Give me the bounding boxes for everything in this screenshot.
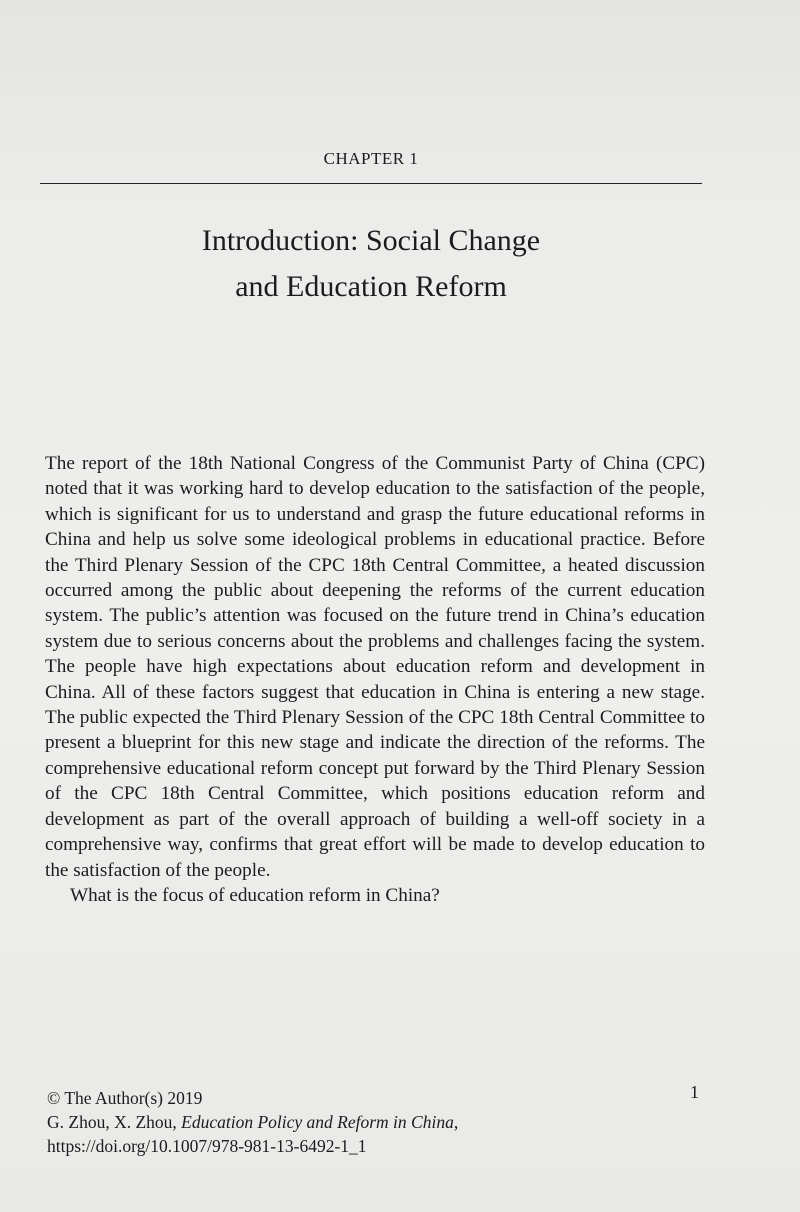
- chapter-label: CHAPTER 1: [323, 149, 419, 168]
- chapter-title: [40, 218, 702, 310]
- authors-line: [47, 1110, 647, 1134]
- citation-footer: [47, 1086, 647, 1158]
- chapter-title-line-1: Introduction: Social Change: [201, 224, 541, 257]
- chapter-title-line-2: and Education Reform: [235, 270, 507, 303]
- body-paragraph-1: The report of the 18th National Congress of the Communist Party of China (CPC) noted that it was working hard to develop education to the satisfaction of the people, which is significant for us to understand and grasp the future educational reforms in China and help us solve some ideological problems in educational practice. Before the Third Plenary Session of the CPC 18th Central Committee, a heated discussion occurred among the public about deepening the reforms of the current education system. The public’s attention was focused on the future trend in China’s education system due to serious concerns about the problems and challenges facing the system. The people have high expectations about education reform and development in China. All of these factors suggest that education in China is entering a new stage. The public expected the Third Plenary Session of the CPC 18th Central Committee to present a blueprint for this new stage and indicate the direction of the reforms. The comprehensive educational reform concept put forward by the Third Plenary Session of the CPC 18th Central Committee, which positions education reform and development as part of the overall approach of building a well-off society in a comprehensive way, confirms that great effort will be made to develop education to the satisfaction of the people.: [45, 453, 705, 881]
- body-text: [45, 451, 705, 908]
- body-paragraph-2: What is the focus of education reform in China?: [70, 884, 440, 906]
- page-number: 1: [690, 1082, 699, 1102]
- copyright-line: © The Author(s) 2019: [47, 1088, 203, 1108]
- book-title-suffix: ,: [453, 1112, 459, 1132]
- doi-link[interactable]: https://doi.org/10.1007/978-981-13-6492-1_1: [47, 1136, 367, 1156]
- book-title: Education Policy and Reform in China: [181, 1112, 454, 1132]
- chapter-rule: [40, 183, 702, 184]
- authors: G. Zhou, X. Zhou,: [47, 1112, 182, 1132]
